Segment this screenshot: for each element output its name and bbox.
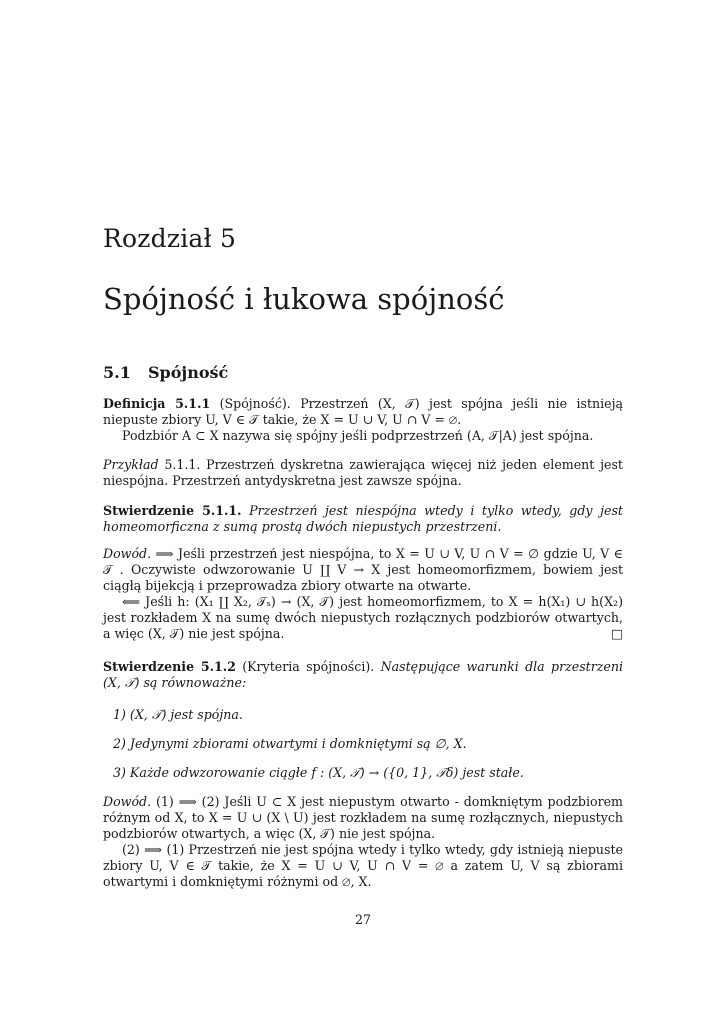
proof-1-backward: ⟸ Jeśli h: (X₁ ∐ X₂, 𝒯ₛ) → (X, 𝒯) jest homeomorfizmem, to X = h(X₁) ∪ h(X₂) jest rozkładem X na sumę dwóch niepustych rozłącznych podzbiorów otwartych, a więc (X, 𝒯) nie jest spójna. (103, 594, 623, 641)
page (103, 0, 623, 1024)
proof-2-part1: (1) ⟹ (2) Jeśli U ⊂ X jest niepustym otwarto - domkniętym podzbiorem różnym od X, to X = U ∪ (X \ U) jest rozkładem na sumę rozłącznych, niepustych podzbiorów otwartych, a więc (X, 𝒯) nie jest spójna. (103, 794, 623, 841)
proof-2-head: Dowód. (103, 794, 152, 809)
proposition-2-head: Stwierdzenie 5.1.2 (103, 659, 236, 674)
example-text: 5.1.1. Przestrzeń dyskretna zawierająca więcej niż jeden element jest niespójna. Przestrzeń antydyskretna jest zawsze spójna. (103, 457, 623, 488)
definition-head: Definicja 5.1.1 (103, 396, 211, 411)
criterion-item-2: 2) Jedynymi zbiorami otwartymi i domkniętymi są ∅, X. (113, 736, 467, 751)
proof-2-part2: (2) ⟹ (1) Przestrzeń nie jest spójna wtedy i tylko wtedy, gdy istnieją niepuste zbiory U, V ∈ 𝒯 takie, że X = U ∪ V, U ∩ V = ∅ a zatem U, V są zbiorami otwartymi i domkniętymi różnymi od ∅, X. (103, 842, 623, 889)
proof-2 (103, 794, 623, 890)
criterion-item-3: 3) Każde odwzorowanie ciągłe f : (X, 𝒯) → ({0, 1}, 𝒯δ) jest stałe. (113, 765, 524, 780)
chapter-title: Spójność i łukowa spójność (103, 282, 505, 316)
section-title: Spójność (148, 363, 229, 382)
proof-1-head: Dowód. (103, 546, 152, 561)
definition-line2: Podzbiór A ⊂ X nazywa się spójny jeśli podprzestrzeń (A, 𝒯|A) jest spójna. (122, 428, 594, 443)
proposition-2-name: (Kryteria spójności). (242, 659, 375, 674)
section-heading (103, 363, 228, 382)
example (103, 457, 623, 489)
proposition-1 (103, 503, 623, 535)
definition-name: (Spójność). (219, 396, 291, 411)
section-number: 5.1 (103, 363, 131, 382)
proposition-1-text: Przestrzeń jest niespójna wtedy i tylko wtedy, gdy jest homeomorficzna z sumą prostą dwóch niepustych przestrzeni. (103, 503, 623, 534)
definition-line1: Przestrzeń (X, 𝒯) jest spójna jeśli nie istnieją niepuste zbiory U, V ∈ 𝒯 takie, że X = U ∪ V, U ∩ V = ∅. (103, 396, 624, 427)
qed-symbol: □ (611, 626, 623, 641)
example-head: Przykład (103, 457, 159, 472)
proposition-2-text: Następujące warunki dla przestrzeni (X, 𝒯) są równoważne: (103, 659, 623, 690)
proposition-1-head: Stwierdzenie 5.1.1. (103, 503, 242, 518)
criterion-item-1: 1) (X, 𝒯) jest spójna. (113, 707, 243, 722)
definition (103, 396, 623, 444)
proof-1-forward: ⟹ Jeśli przestrzeń jest niespójna, to X = U ∪ V, U ∩ V = ∅ gdzie U, V ∈ 𝒯 . Oczywiste odwzorowanie U ∐ V → X jest homeomorfizmem, bowiem jest ciągłą bijekcją i przeprowadza zbiory otwarte na otwarte. (103, 546, 623, 593)
page-number: 27 (354, 912, 372, 927)
chapter-label: Rozdział 5 (103, 224, 237, 253)
proposition-2 (103, 659, 623, 691)
proof-1 (103, 546, 623, 642)
